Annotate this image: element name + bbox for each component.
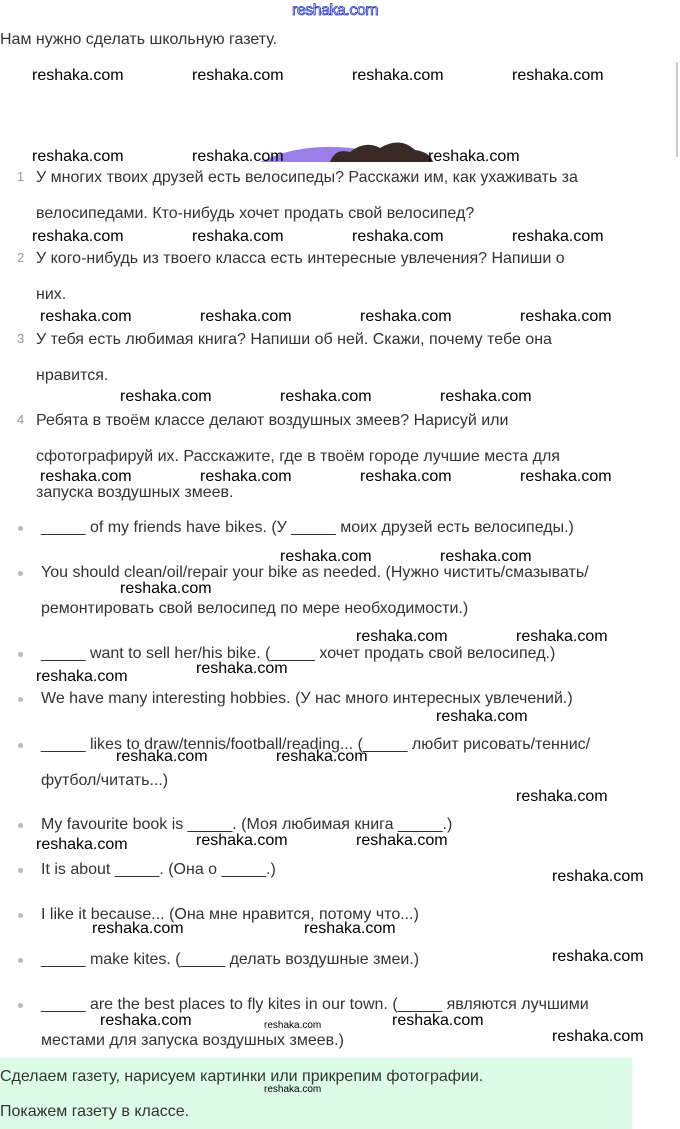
- watermark: reshaka.com: [264, 1084, 322, 1095]
- watermark: reshaka.com: [304, 920, 396, 937]
- watermark: reshaka.com: [436, 708, 528, 725]
- bullet-text: You should clean/oil/repair your bike as needed. (Нужно чистить/смазывать/: [41, 564, 589, 581]
- watermark: reshaka.com: [200, 308, 292, 325]
- watermark: reshaka.com: [32, 148, 124, 165]
- watermark: reshaka.com: [32, 228, 124, 245]
- watermark: reshaka.com: [120, 388, 212, 405]
- bullet-text: My favourite book is _____. (Моя любимая книга _____.): [41, 816, 453, 833]
- watermark: reshaka.com: [352, 67, 444, 84]
- watermark: reshaka.com: [516, 628, 608, 645]
- watermark: reshaka.com: [200, 468, 292, 485]
- watermark: reshaka.com: [552, 1028, 644, 1045]
- question-number: 1: [17, 169, 25, 184]
- watermark: reshaka.com: [192, 67, 284, 84]
- bullet-text: _____ likes to draw/tennis/football/reading... (_____ любит рисовать/теннис/: [41, 736, 591, 753]
- bullet-text: _____ make kites. (_____ делать воздушные змеи.): [41, 951, 420, 968]
- intro-text: Нам нужно сделать школьную газету.: [0, 31, 278, 48]
- question-text: запуска воздушных змеев.: [36, 484, 234, 501]
- bullet-text: It is about _____. (Она о _____.): [41, 861, 276, 878]
- watermark: reshaka.com: [36, 668, 128, 685]
- watermark: reshaka.com: [92, 920, 184, 937]
- watermark: reshaka.com: [552, 868, 644, 885]
- footer-line: Сделаем газету, нарисуем картинки или прикрепим фотографии.: [0, 1068, 484, 1085]
- bullet-icon: [18, 652, 23, 657]
- watermark: reshaka.com: [356, 832, 448, 849]
- question-text: У тебя есть любимая книга? Напиши об ней. Скажи, почему тебе она: [36, 331, 552, 348]
- watermark: reshaka.com: [520, 468, 612, 485]
- watermark: reshaka.com: [280, 548, 372, 565]
- watermark: reshaka.com: [440, 548, 532, 565]
- question-text: нравится.: [36, 367, 109, 384]
- watermark: reshaka.com: [264, 1020, 322, 1031]
- watermark: reshaka.com: [36, 836, 128, 853]
- bullet-icon: [18, 526, 23, 531]
- watermark: reshaka.com: [520, 308, 612, 325]
- watermark: reshaka.com: [428, 148, 520, 165]
- bullet-icon: [18, 958, 23, 963]
- scrollbar[interactable]: [676, 62, 678, 157]
- bullet-text: _____ of my friends have bikes. (У _____ моих друзей есть велосипеды.): [41, 519, 574, 536]
- bullet-text: I like it because... (Она мне нравится, потому что...): [41, 906, 419, 923]
- watermark: reshaka.com: [116, 748, 208, 765]
- footer-line: Покажем газету в классе.: [0, 1103, 190, 1120]
- watermark: reshaka.com: [280, 388, 372, 405]
- question-number: 3: [17, 331, 25, 346]
- watermark: reshaka.com: [356, 628, 448, 645]
- watermark: reshaka.com: [196, 660, 288, 677]
- question-text: У кого-нибудь из твоего класса есть интересные увлечения? Напиши о: [36, 250, 565, 267]
- header-watermark: reshaka.com: [292, 2, 379, 19]
- bullet-text: местами для запуска воздушных змеев.): [41, 1032, 344, 1049]
- watermark: reshaka.com: [552, 948, 644, 965]
- bullet-icon: [18, 1003, 23, 1008]
- watermark: reshaka.com: [40, 308, 132, 325]
- question-text: У многих твоих друзей есть велосипеды? Расскажи им, как ухаживать за: [36, 169, 578, 186]
- bullet-text: ремонтировать свой велосипед по мере необходимости.): [41, 600, 469, 617]
- watermark: reshaka.com: [196, 832, 288, 849]
- bullet-icon: [18, 697, 23, 702]
- watermark: reshaka.com: [440, 388, 532, 405]
- watermark: reshaka.com: [512, 67, 604, 84]
- bullet-text: _____ are the best places to fly kites in our town. (_____ являются лучшими: [41, 996, 589, 1013]
- watermark: reshaka.com: [100, 1012, 192, 1029]
- watermark: reshaka.com: [360, 468, 452, 485]
- bullet-text: We have many interesting hobbies. (У нас много интересных увлечений.): [41, 690, 573, 707]
- watermark: reshaka.com: [192, 148, 284, 165]
- bullet-text: _____ want to sell her/his bike. (_____ хочет продать свой велосипед.): [41, 645, 556, 662]
- question-text: них.: [36, 286, 67, 303]
- bullet-icon: [18, 868, 23, 873]
- bullet-icon: [18, 913, 23, 918]
- watermark: reshaka.com: [32, 67, 124, 84]
- question-text: сфотографируй их. Расскажите, где в твоём городе лучшие места для: [36, 448, 560, 465]
- bullet-icon: [18, 571, 23, 576]
- watermark: reshaka.com: [192, 228, 284, 245]
- bullet-icon: [18, 823, 23, 828]
- watermark: reshaka.com: [352, 228, 444, 245]
- watermark: reshaka.com: [360, 308, 452, 325]
- watermark: reshaka.com: [40, 468, 132, 485]
- watermark: reshaka.com: [512, 228, 604, 245]
- watermark: reshaka.com: [120, 580, 212, 597]
- watermark: reshaka.com: [276, 748, 368, 765]
- watermark: reshaka.com: [392, 1012, 484, 1029]
- question-text: Ребята в твоём классе делают воздушных змеев? Нарисуй или: [36, 412, 509, 429]
- question-text: велосипедами. Кто-нибудь хочет продать свой велосипед?: [36, 205, 475, 222]
- bullet-text: футбол/читать...): [41, 772, 169, 789]
- bullet-icon: [18, 743, 23, 748]
- question-number: 4: [17, 412, 25, 427]
- watermark: reshaka.com: [516, 788, 608, 805]
- question-number: 2: [17, 250, 25, 265]
